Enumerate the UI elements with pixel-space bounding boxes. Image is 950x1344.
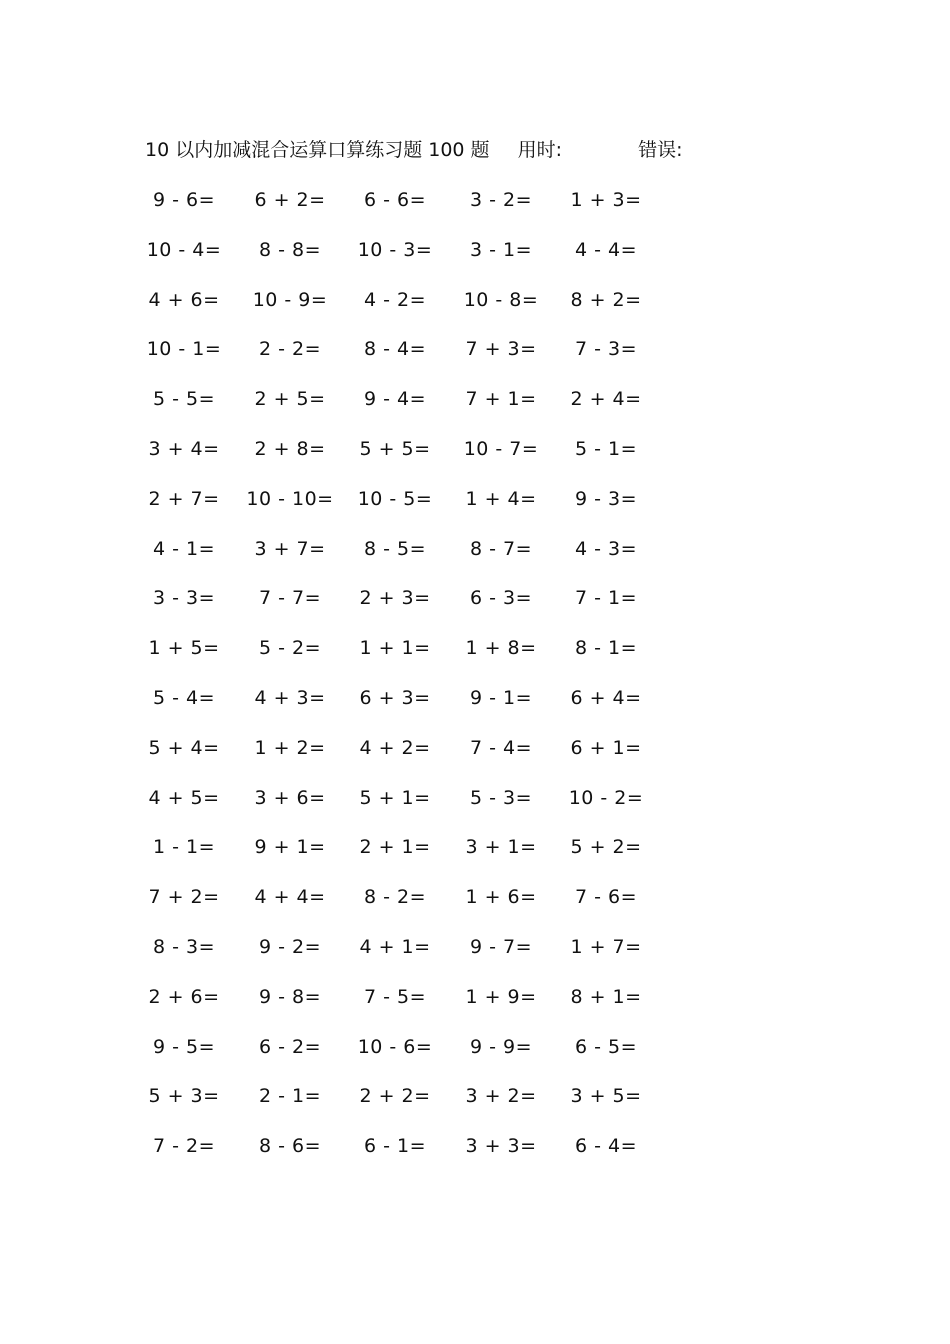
problem-item: 5 + 4= xyxy=(148,736,220,759)
problem-item: 4 + 5= xyxy=(148,786,220,809)
problem-item: 4 - 3= xyxy=(574,537,638,560)
problem-row xyxy=(0,284,950,316)
problem-item: 10 - 8= xyxy=(463,288,539,311)
problem-item: 4 + 3= xyxy=(254,687,326,709)
problem-item: 9 + 1= xyxy=(254,836,326,859)
problem-row xyxy=(0,483,950,515)
problem-item: 8 - 7= xyxy=(469,537,533,560)
problem-item: 10 - 10= xyxy=(246,487,334,510)
problem-item: 5 - 3= xyxy=(469,786,533,809)
problem-item: 10 - 7= xyxy=(463,438,539,460)
problem-item: 2 - 2= xyxy=(258,338,322,361)
problem-item: 10 - 3= xyxy=(357,238,433,261)
problem-item: 1 + 2= xyxy=(254,736,326,759)
problem-row xyxy=(0,931,950,963)
problem-item: 8 + 2= xyxy=(570,288,642,311)
problem-item: 8 - 6= xyxy=(258,1135,322,1158)
problem-item: 7 + 3= xyxy=(465,338,537,361)
problem-item: 4 + 4= xyxy=(254,886,326,909)
problem-item: 7 - 6= xyxy=(574,886,638,909)
problem-item: 8 - 1= xyxy=(574,637,638,660)
problem-row xyxy=(0,981,950,1013)
problem-row xyxy=(0,632,950,664)
worksheet-title: 10 以内加减混合运算口算练习题 100 题 xyxy=(145,139,490,161)
problem-item: 3 + 1= xyxy=(465,836,537,859)
problem-item: 4 + 2= xyxy=(359,736,431,759)
problem-item: 5 + 3= xyxy=(148,1085,220,1108)
problem-row xyxy=(0,184,950,216)
problem-item: 6 - 3= xyxy=(469,587,533,610)
problem-item: 1 - 1= xyxy=(152,836,216,859)
problem-item: 5 - 4= xyxy=(152,687,216,709)
problem-item: 7 - 3= xyxy=(574,338,638,361)
problem-item: 10 - 1= xyxy=(146,338,222,361)
problem-item: 9 - 4= xyxy=(363,388,427,411)
problem-item: 2 + 7= xyxy=(148,487,220,510)
problem-item: 1 + 8= xyxy=(465,637,537,660)
problem-row xyxy=(0,732,950,764)
problem-item: 3 + 3= xyxy=(465,1135,537,1158)
problem-row xyxy=(0,582,950,614)
problem-item: 10 - 6= xyxy=(357,1035,433,1058)
problem-item: 5 - 2= xyxy=(258,637,322,660)
problem-row xyxy=(0,333,950,365)
problem-item: 5 + 2= xyxy=(570,836,642,859)
problem-row xyxy=(0,1130,950,1162)
problem-row xyxy=(0,1080,950,1112)
problem-item: 3 + 4= xyxy=(148,438,220,460)
problem-item: 7 + 2= xyxy=(148,886,220,909)
problem-item: 2 + 1= xyxy=(359,836,431,859)
problem-item: 2 + 4= xyxy=(570,388,642,411)
problem-item: 10 - 5= xyxy=(357,487,433,510)
problem-item: 4 - 4= xyxy=(574,238,638,261)
problem-item: 1 + 4= xyxy=(465,487,537,510)
problem-item: 8 - 4= xyxy=(363,338,427,361)
problem-row xyxy=(0,234,950,266)
problem-item: 10 - 2= xyxy=(568,786,644,809)
problem-item: 4 - 1= xyxy=(152,537,216,560)
problem-item: 2 + 2= xyxy=(359,1085,431,1108)
problem-item: 2 + 8= xyxy=(254,438,326,460)
problem-item: 4 - 2= xyxy=(363,288,427,311)
problem-item: 7 - 7= xyxy=(258,587,322,610)
problem-item: 3 + 7= xyxy=(254,537,326,560)
problem-item: 7 + 1= xyxy=(465,388,537,411)
problem-item: 4 + 1= xyxy=(359,936,431,958)
problem-item: 6 + 1= xyxy=(570,736,642,759)
problem-item: 8 + 1= xyxy=(570,985,642,1008)
problem-item: 9 - 8= xyxy=(258,985,322,1008)
problem-item: 6 + 3= xyxy=(359,687,431,709)
problem-item: 6 + 2= xyxy=(254,189,326,211)
problem-item: 5 + 5= xyxy=(359,438,431,460)
problem-row xyxy=(0,782,950,814)
problem-item: 5 + 1= xyxy=(359,786,431,809)
problem-item: 8 - 2= xyxy=(363,886,427,909)
problem-item: 1 + 3= xyxy=(570,189,642,211)
problem-item: 2 + 5= xyxy=(254,388,326,411)
problem-row xyxy=(0,881,950,913)
problem-item: 6 - 1= xyxy=(363,1135,427,1158)
problem-item: 10 - 9= xyxy=(252,288,328,311)
problem-item: 9 - 5= xyxy=(152,1035,216,1058)
problem-item: 3 - 1= xyxy=(469,238,533,261)
time-used-label: 用时: xyxy=(517,139,563,161)
problem-item: 6 - 2= xyxy=(258,1035,322,1058)
problem-row xyxy=(0,433,950,465)
problem-item: 1 + 6= xyxy=(465,886,537,909)
problem-item: 6 - 4= xyxy=(574,1135,638,1158)
problem-item: 1 + 7= xyxy=(570,936,642,958)
problem-item: 3 + 6= xyxy=(254,786,326,809)
problem-item: 6 - 6= xyxy=(363,189,427,211)
problem-item: 3 - 3= xyxy=(152,587,216,610)
problem-row xyxy=(0,533,950,565)
problem-item: 1 + 5= xyxy=(148,637,220,660)
problem-item: 2 + 3= xyxy=(359,587,431,610)
problem-item: 3 - 2= xyxy=(469,189,533,211)
problem-item: 3 + 2= xyxy=(465,1085,537,1108)
problem-item: 10 - 4= xyxy=(146,238,222,261)
problem-row xyxy=(0,682,950,714)
problem-row xyxy=(0,1031,950,1063)
problem-item: 2 + 6= xyxy=(148,985,220,1008)
problem-item: 7 - 1= xyxy=(574,587,638,610)
problem-item: 9 - 7= xyxy=(469,936,533,958)
problem-item: 9 - 9= xyxy=(469,1035,533,1058)
problem-item: 9 - 2= xyxy=(258,936,322,958)
problem-row xyxy=(0,831,950,863)
problem-item: 9 - 1= xyxy=(469,687,533,709)
problem-item: 9 - 6= xyxy=(152,189,216,211)
problem-item: 1 + 1= xyxy=(359,637,431,660)
problem-item: 1 + 9= xyxy=(465,985,537,1008)
problem-item: 8 - 5= xyxy=(363,537,427,560)
problem-item: 5 - 5= xyxy=(152,388,216,411)
problem-item: 8 - 3= xyxy=(152,936,216,958)
problem-item: 6 - 5= xyxy=(574,1035,638,1058)
error-count-label: 错误: xyxy=(638,139,683,161)
problem-item: 3 + 5= xyxy=(570,1085,642,1108)
problem-row xyxy=(0,383,950,415)
problem-item: 7 - 4= xyxy=(469,736,533,759)
problem-item: 9 - 3= xyxy=(574,487,638,510)
problem-item: 7 - 5= xyxy=(363,985,427,1008)
problem-item: 4 + 6= xyxy=(148,288,220,311)
problem-item: 2 - 1= xyxy=(258,1085,322,1108)
problem-item: 7 - 2= xyxy=(152,1135,216,1158)
problem-item: 5 - 1= xyxy=(574,438,638,460)
problem-item: 6 + 4= xyxy=(570,687,642,709)
problem-item: 8 - 8= xyxy=(258,238,322,261)
